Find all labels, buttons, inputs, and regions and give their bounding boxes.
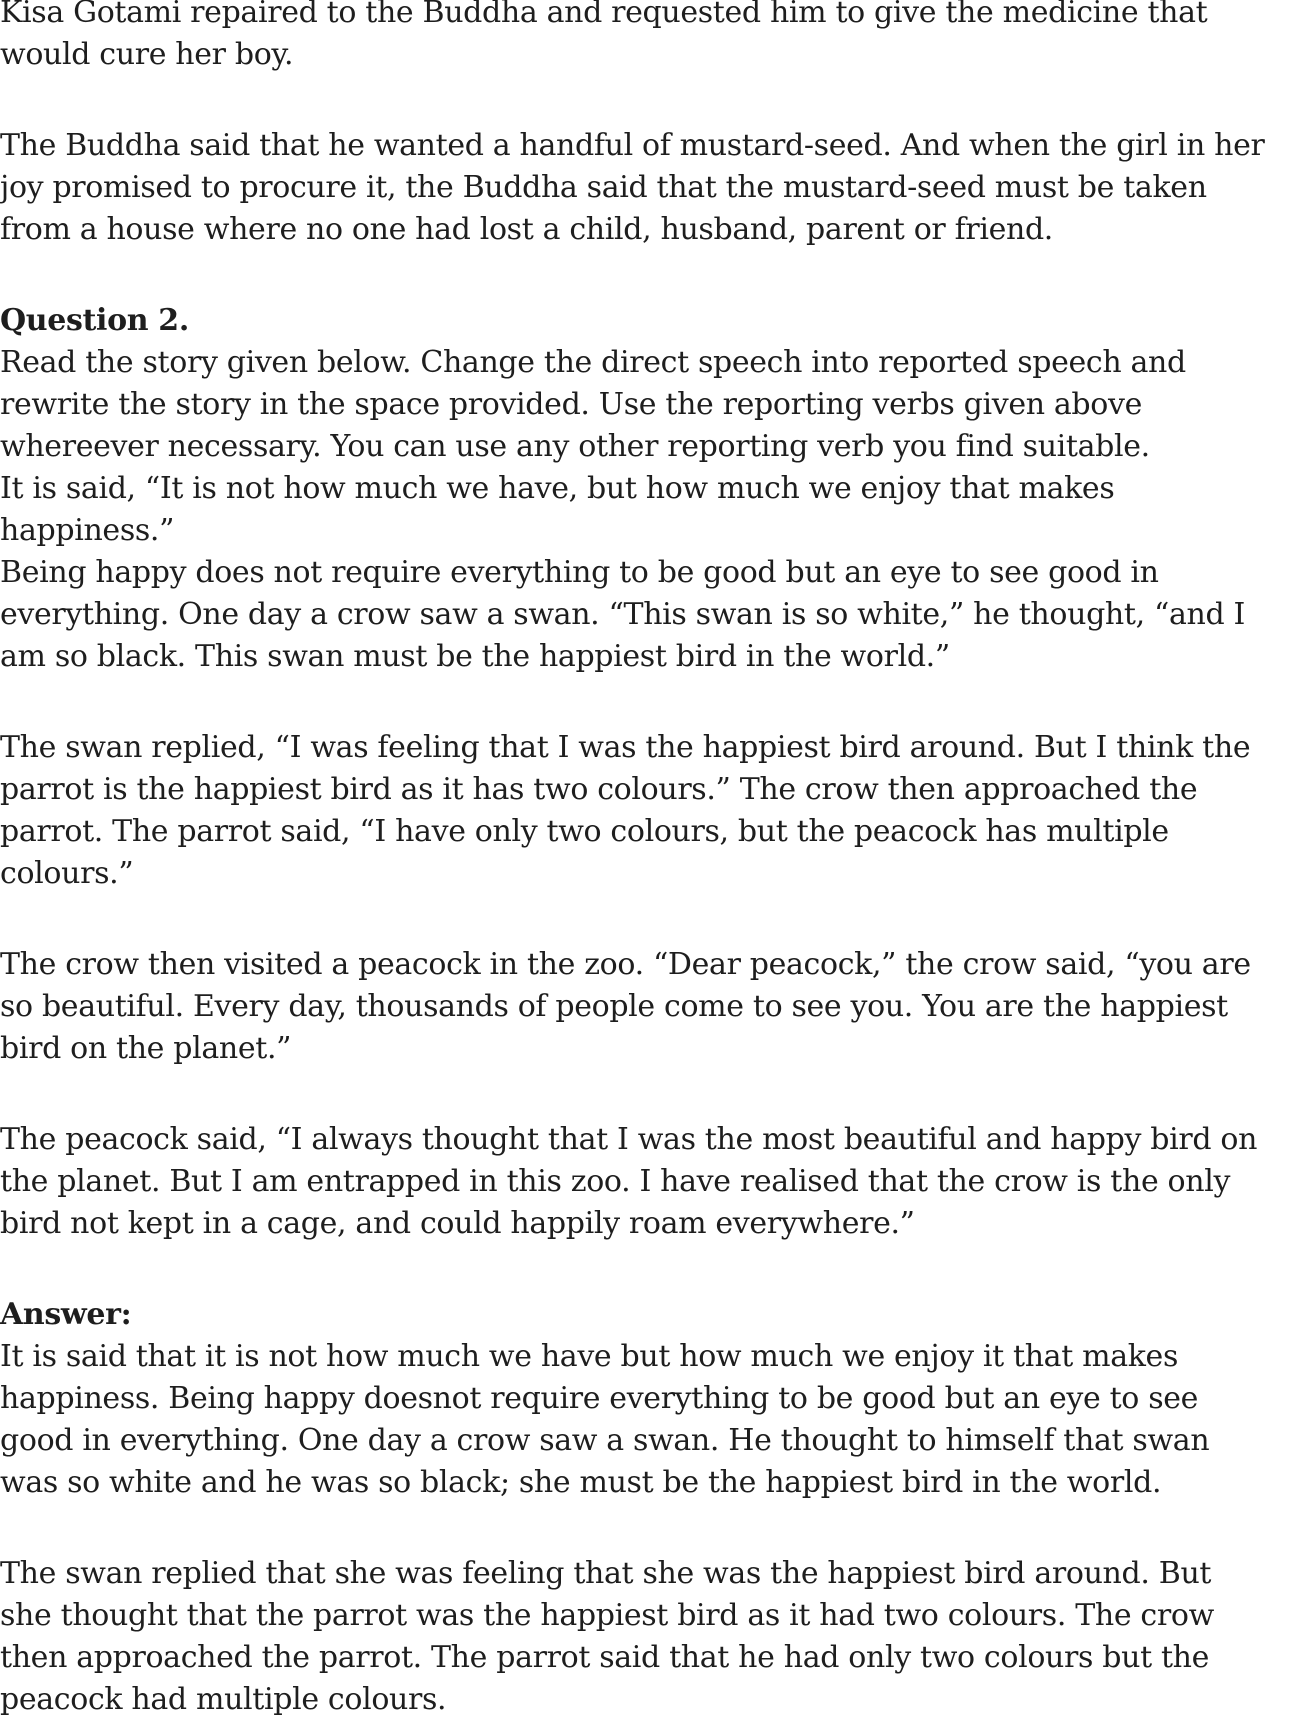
answer-paragraph-2 <box>0 1553 1290 1721</box>
text-line: colours.” <box>0 856 134 891</box>
paragraph-gap <box>0 1245 1290 1294</box>
text-line: The swan replied, “I was feeling that I was the happiest bird around. But I think the <box>0 730 1251 765</box>
text-line: Kisa Gotami repaired to the Buddha and requested him to give the medicine that <box>0 0 1208 30</box>
paragraph-gap <box>0 1504 1290 1553</box>
text-line: peacock had multiple colours. <box>0 1682 447 1717</box>
story-paragraph-2 <box>0 727 1290 895</box>
text-line: The peacock said, “I always thought that I was the most beautiful and happy bird on <box>0 1122 1258 1157</box>
text-line: It is said that it is not how much we have but how much we enjoy it that makes <box>0 1339 1179 1374</box>
paragraph-gap <box>0 1070 1290 1119</box>
text-line: happiness. Being happy doesnot require everything to be good but an eye to see <box>0 1381 1199 1416</box>
text-line: Being happy does not require everything to be good but an eye to see good in <box>0 555 1159 590</box>
text-line: The Buddha said that he wanted a handful of mustard-seed. And when the girl in her <box>0 128 1265 163</box>
text-line: The swan replied that she was feeling that she was the happiest bird around. But <box>0 1556 1212 1591</box>
question-section <box>0 300 1290 678</box>
paragraph-gap <box>0 895 1290 944</box>
text-line: The crow then visited a peacock in the zoo. “Dear peacock,” the crow said, “you are <box>0 947 1251 982</box>
text-line: joy promised to procure it, the Buddha said that the mustard-seed must be taken <box>0 170 1207 205</box>
text-line: am so black. This swan must be the happiest bird in the world.” <box>0 639 950 674</box>
text-line: happiness.” <box>0 513 175 548</box>
text-line: then approached the parrot. The parrot said that he had only two colours but the <box>0 1640 1210 1675</box>
text-line: rewrite the story in the space provided. Use the reporting verbs given above <box>0 387 1142 422</box>
paragraph-gap <box>0 76 1290 125</box>
story-paragraph-4 <box>0 1119 1290 1245</box>
answer-heading: Answer: <box>0 1297 132 1332</box>
text-line: she thought that the parrot was the happiest bird as it had two colours. The crow <box>0 1598 1214 1633</box>
text-line: bird on the planet.” <box>0 1031 292 1066</box>
paragraph-gap <box>0 678 1290 727</box>
text-line: It is said, “It is not how much we have, but how much we enjoy that makes <box>0 471 1115 506</box>
text-line: would cure her boy. <box>0 37 294 72</box>
paragraph-gap <box>0 251 1290 300</box>
text-line: the planet. But I am entrapped in this zoo. I have realised that the crow is the only <box>0 1164 1231 1199</box>
text-line: so beautiful. Every day, thousands of people come to see you. You are the happiest <box>0 989 1228 1024</box>
intro-paragraph-1 <box>0 0 1290 76</box>
story-paragraph-3 <box>0 944 1290 1070</box>
text-line: parrot is the happiest bird as it has two colours.” The crow then approached the <box>0 772 1198 807</box>
question-heading: Question 2. <box>0 303 189 338</box>
text-line: Read the story given below. Change the direct speech into reported speech and <box>0 345 1186 380</box>
text-line: whereever necessary. You can use any other reporting verb you find suitable. <box>0 429 1150 464</box>
text-line: from a house where no one had lost a child, husband, parent or friend. <box>0 212 1053 247</box>
text-line: bird not kept in a cage, and could happily roam everywhere.” <box>0 1206 915 1241</box>
intro-paragraph-2 <box>0 125 1290 251</box>
text-line: parrot. The parrot said, “I have only two colours, but the peacock has multiple <box>0 814 1169 849</box>
text-line: everything. One day a crow saw a swan. “This swan is so white,” he thought, “and I <box>0 597 1246 632</box>
text-line: good in everything. One day a crow saw a swan. He thought to himself that swan <box>0 1423 1210 1458</box>
answer-section <box>0 1294 1290 1504</box>
text-line: was so white and he was so black; she must be the happiest bird in the world. <box>0 1465 1162 1500</box>
